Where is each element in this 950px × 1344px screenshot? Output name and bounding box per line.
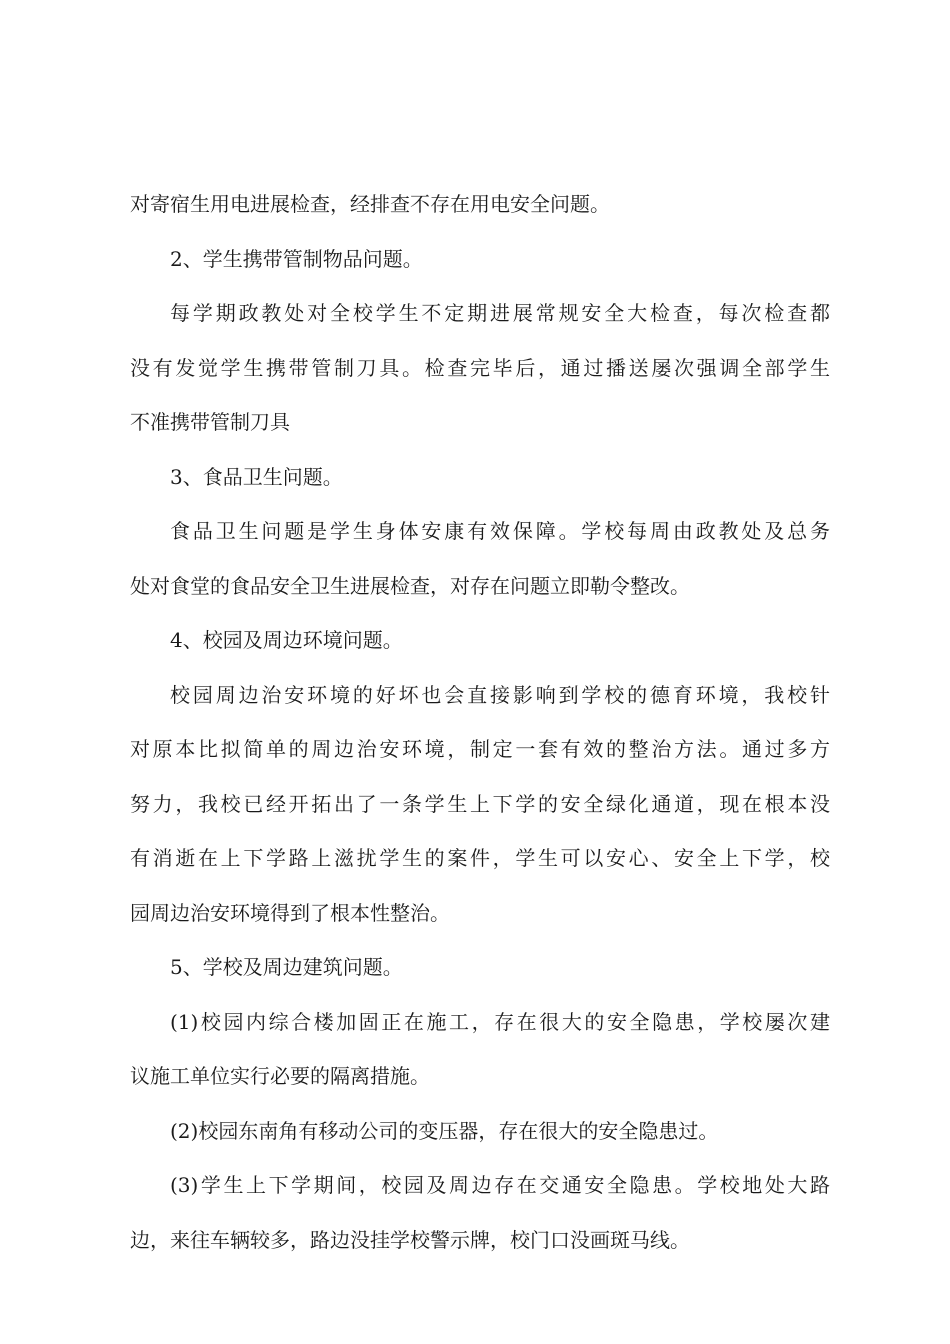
text-line: 食品卫生问题是学生身体安康有效保障。学校每周由政教处及总务: [170, 519, 830, 543]
text-line: (1)校园内综合楼加固正在施工，存在很大的安全隐患，学校屡次建: [170, 1009, 830, 1034]
text-line: 边，来往车辆较多，路边没挂学校警示牌，校门口没画斑马线。: [130, 1227, 690, 1252]
text-line: 对原本比拟简单的周边治安环境，制定一套有效的整治方法。通过多方: [130, 737, 830, 761]
text-line: 处对食堂的食品安全卫生进展检查，对存在问题立即勒令整改。: [130, 573, 690, 598]
text-line: (3)学生上下学期间，校园及周边存在交通安全隐患。学校地处大路: [170, 1173, 830, 1197]
text-line: 有消逝在上下学路上滋扰学生的案件，学生可以安心、安全上下学，校: [130, 846, 830, 870]
text-line: 没有发觉学生携带管制刀具。检查完毕后，通过播送屡次强调全部学生: [130, 355, 830, 380]
text-line: 校园周边治安环境的好坏也会直接影响到学校的德育环境，我校针: [170, 682, 830, 707]
text-line: 议施工单位实行必要的隔离措施。: [130, 1064, 430, 1088]
text-line: 不准携带管制刀具: [130, 410, 290, 434]
text-line: 4、校园及周边环境问题。: [170, 628, 403, 652]
text-line: 园周边治安环境得到了根本性整治。: [130, 900, 450, 925]
text-line: 5、学校及周边建筑问题。: [170, 955, 403, 979]
text-line: 2、学生携带管制物品问题。: [170, 246, 423, 271]
document-body: [130, 186, 830, 1276]
text-line: 3、食品卫生问题。: [170, 464, 343, 489]
text-line: 每学期政教处对全校学生不定期进展常规安全大检查，每次检查都: [170, 301, 830, 325]
text-line: 对寄宿生用电进展检查，经排查不存在用电安全问题。: [130, 192, 610, 216]
text-line: (2)校园东南角有移动公司的变压器，存在很大的安全隐患过。: [170, 1118, 719, 1143]
text-line: 努力，我校已经开拓出了一条学生上下学的安全绿化通道，现在根本没: [130, 791, 830, 816]
